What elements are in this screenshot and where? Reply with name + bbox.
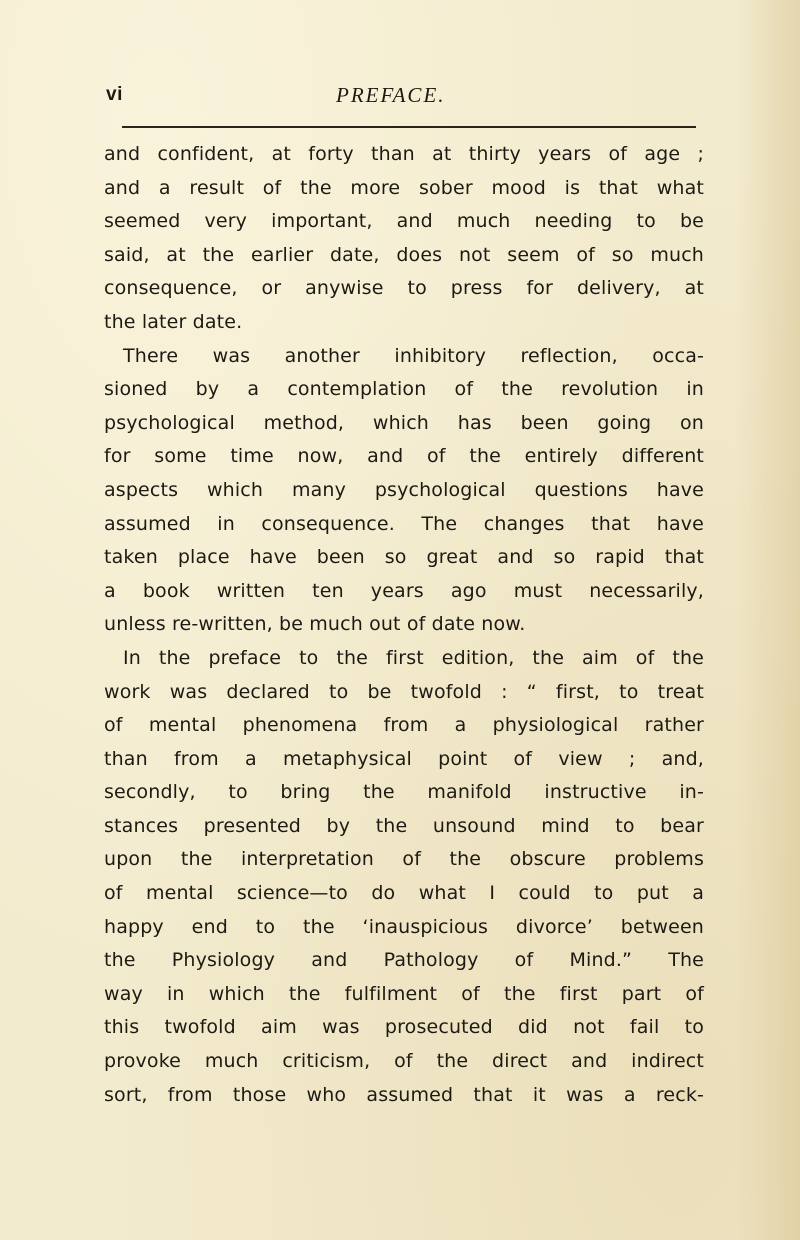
text-line: a book written ten years ago must necessarily,: [104, 579, 704, 602]
text-line: sioned by a contemplation of the revolution in: [104, 378, 704, 401]
text-line: way in which the fulfilment of the first part of: [104, 982, 704, 1005]
text-line: said, at the earlier date, does not seem of so much: [104, 243, 704, 266]
text-line: assumed in consequence. The changes that have: [104, 512, 704, 535]
text-line: and a result of the more sober mood is that what: [104, 176, 704, 199]
text-line: happy end to the ‘inauspicious divorce’ between: [104, 915, 704, 938]
text-line: for some time now, and of the entirely different: [104, 445, 704, 468]
text-line: work was declared to be twofold : “ first, to treat: [104, 680, 704, 703]
page-header: [106, 80, 706, 110]
body-text: [104, 138, 704, 1112]
text-line: and confident, at forty than at thirty years of age ;: [104, 143, 704, 165]
text-line: the later date.: [104, 310, 243, 333]
running-title: PREFACE.: [336, 83, 446, 107]
text-line: than from a metaphysical point of view ; and,: [104, 747, 704, 770]
text-line: There was another inhibitory reflection, occa-: [123, 344, 704, 367]
text-line: secondly, to bring the manifold instructive in-: [104, 781, 704, 804]
text-line: of mental phenomena from a physiological rather: [104, 714, 704, 737]
text-line: sort, from those who assumed that it was a reck-: [104, 1083, 704, 1106]
text-line: of mental science—to do what I could to put a: [104, 882, 704, 905]
header-rule: [122, 126, 696, 128]
text-line: provoke much criticism, of the direct and indirect: [104, 1050, 704, 1073]
text-line: In the preface to the first edition, the aim of the: [123, 646, 704, 669]
text-line: psychological method, which has been going on: [104, 411, 704, 434]
text-line: seemed very important, and much needing to be: [104, 210, 704, 233]
text-line: unless re-written, be much out of date now.: [104, 613, 526, 636]
text-line: the Physiology and Pathology of Mind.” The: [104, 949, 704, 972]
text-line: stances presented by the unsound mind to bear: [104, 814, 704, 837]
text-line: taken place have been so great and so rapid that: [104, 546, 704, 569]
text-line: this twofold aim was prosecuted did not fail to: [104, 1016, 704, 1039]
text-line: aspects which many psychological questions have: [104, 478, 704, 501]
page-number: vi: [106, 84, 123, 105]
text-line: consequence, or anywise to press for delivery, at: [104, 277, 704, 300]
text-line: upon the interpretation of the obscure problems: [104, 848, 704, 871]
